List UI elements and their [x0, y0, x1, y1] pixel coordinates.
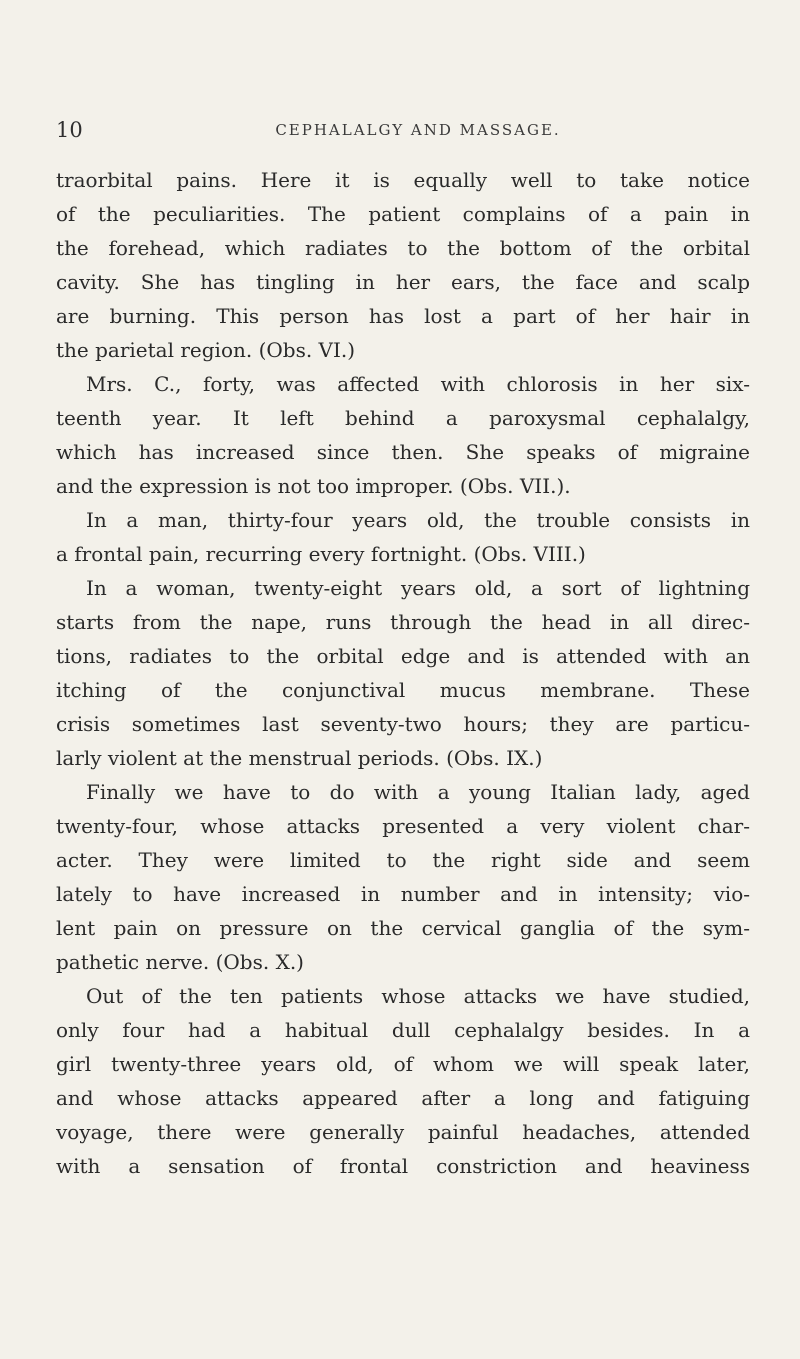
text-line: Out of the ten patients whose attacks we have studied,	[86, 984, 750, 1008]
text-line: cavity. She has tingling in her ears, the face and scalp	[56, 270, 750, 294]
text-line: are burning. This person has lost a part of her hair in	[56, 304, 750, 328]
body-text	[56, 163, 750, 1183]
text-line: voyage, there were generally painful headaches, attended	[56, 1120, 750, 1144]
text-line: with a sensation of frontal constriction and heaviness	[56, 1154, 750, 1178]
text-line: lent pain on pressure on the cervical ganglia of the sym-	[56, 916, 750, 940]
text-line: acter. They were limited to the right side and seem	[56, 848, 750, 872]
text-line: the forehead, which radiates to the bottom of the orbital	[56, 236, 750, 260]
text-line: In a man, thirty-four years old, the trouble consists in	[86, 508, 750, 532]
text-line: of the peculiarities. The patient complains of a pain in	[56, 202, 750, 226]
text-line: Finally we have to do with a young Italian lady, aged	[86, 780, 750, 804]
text-line: Mrs. C., forty, was affected with chlorosis in her six-	[86, 372, 750, 396]
text-line: only four had a habitual dull cephalalgy besides. In a	[56, 1018, 750, 1042]
text-line: and whose attacks appeared after a long and fatiguing	[56, 1086, 750, 1110]
text-line: itching of the conjunctival mucus membrane. These	[56, 678, 750, 702]
text-line: which has increased since then. She speaks of migraine	[56, 440, 750, 464]
running-title: CEPHALALGY AND MASSAGE.	[275, 121, 561, 139]
running-head	[56, 118, 750, 144]
text-line: pathetic nerve. (Obs. X.)	[56, 950, 304, 974]
text-line: girl twenty-three years old, of whom we will speak later,	[56, 1052, 750, 1076]
text-line: In a woman, twenty-eight years old, a sort of lightning	[86, 576, 750, 600]
page-number: 10	[56, 118, 83, 142]
text-line: crisis sometimes last seventy-two hours; they are particu-	[56, 712, 750, 736]
text-line: traorbital pains. Here it is equally well to take notice	[56, 168, 750, 192]
text-line: lately to have increased in number and in intensity; vio-	[56, 882, 750, 906]
text-line: tions, radiates to the orbital edge and is attended with an	[56, 644, 750, 668]
text-line: starts from the nape, runs through the head in all direc-	[56, 610, 750, 634]
text-line: larly violent at the menstrual periods. (Obs. IX.)	[56, 746, 543, 770]
text-line: a frontal pain, recurring every fortnight. (Obs. VIII.)	[56, 542, 586, 566]
text-line: teenth year. It left behind a paroxysmal cephalalgy,	[56, 406, 750, 430]
text-line: the parietal region. (Obs. VI.)	[56, 338, 356, 362]
text-line: twenty-four, whose attacks presented a very violent char-	[56, 814, 750, 838]
text-line: and the expression is not too improper. (Obs. VII.).	[56, 474, 571, 498]
